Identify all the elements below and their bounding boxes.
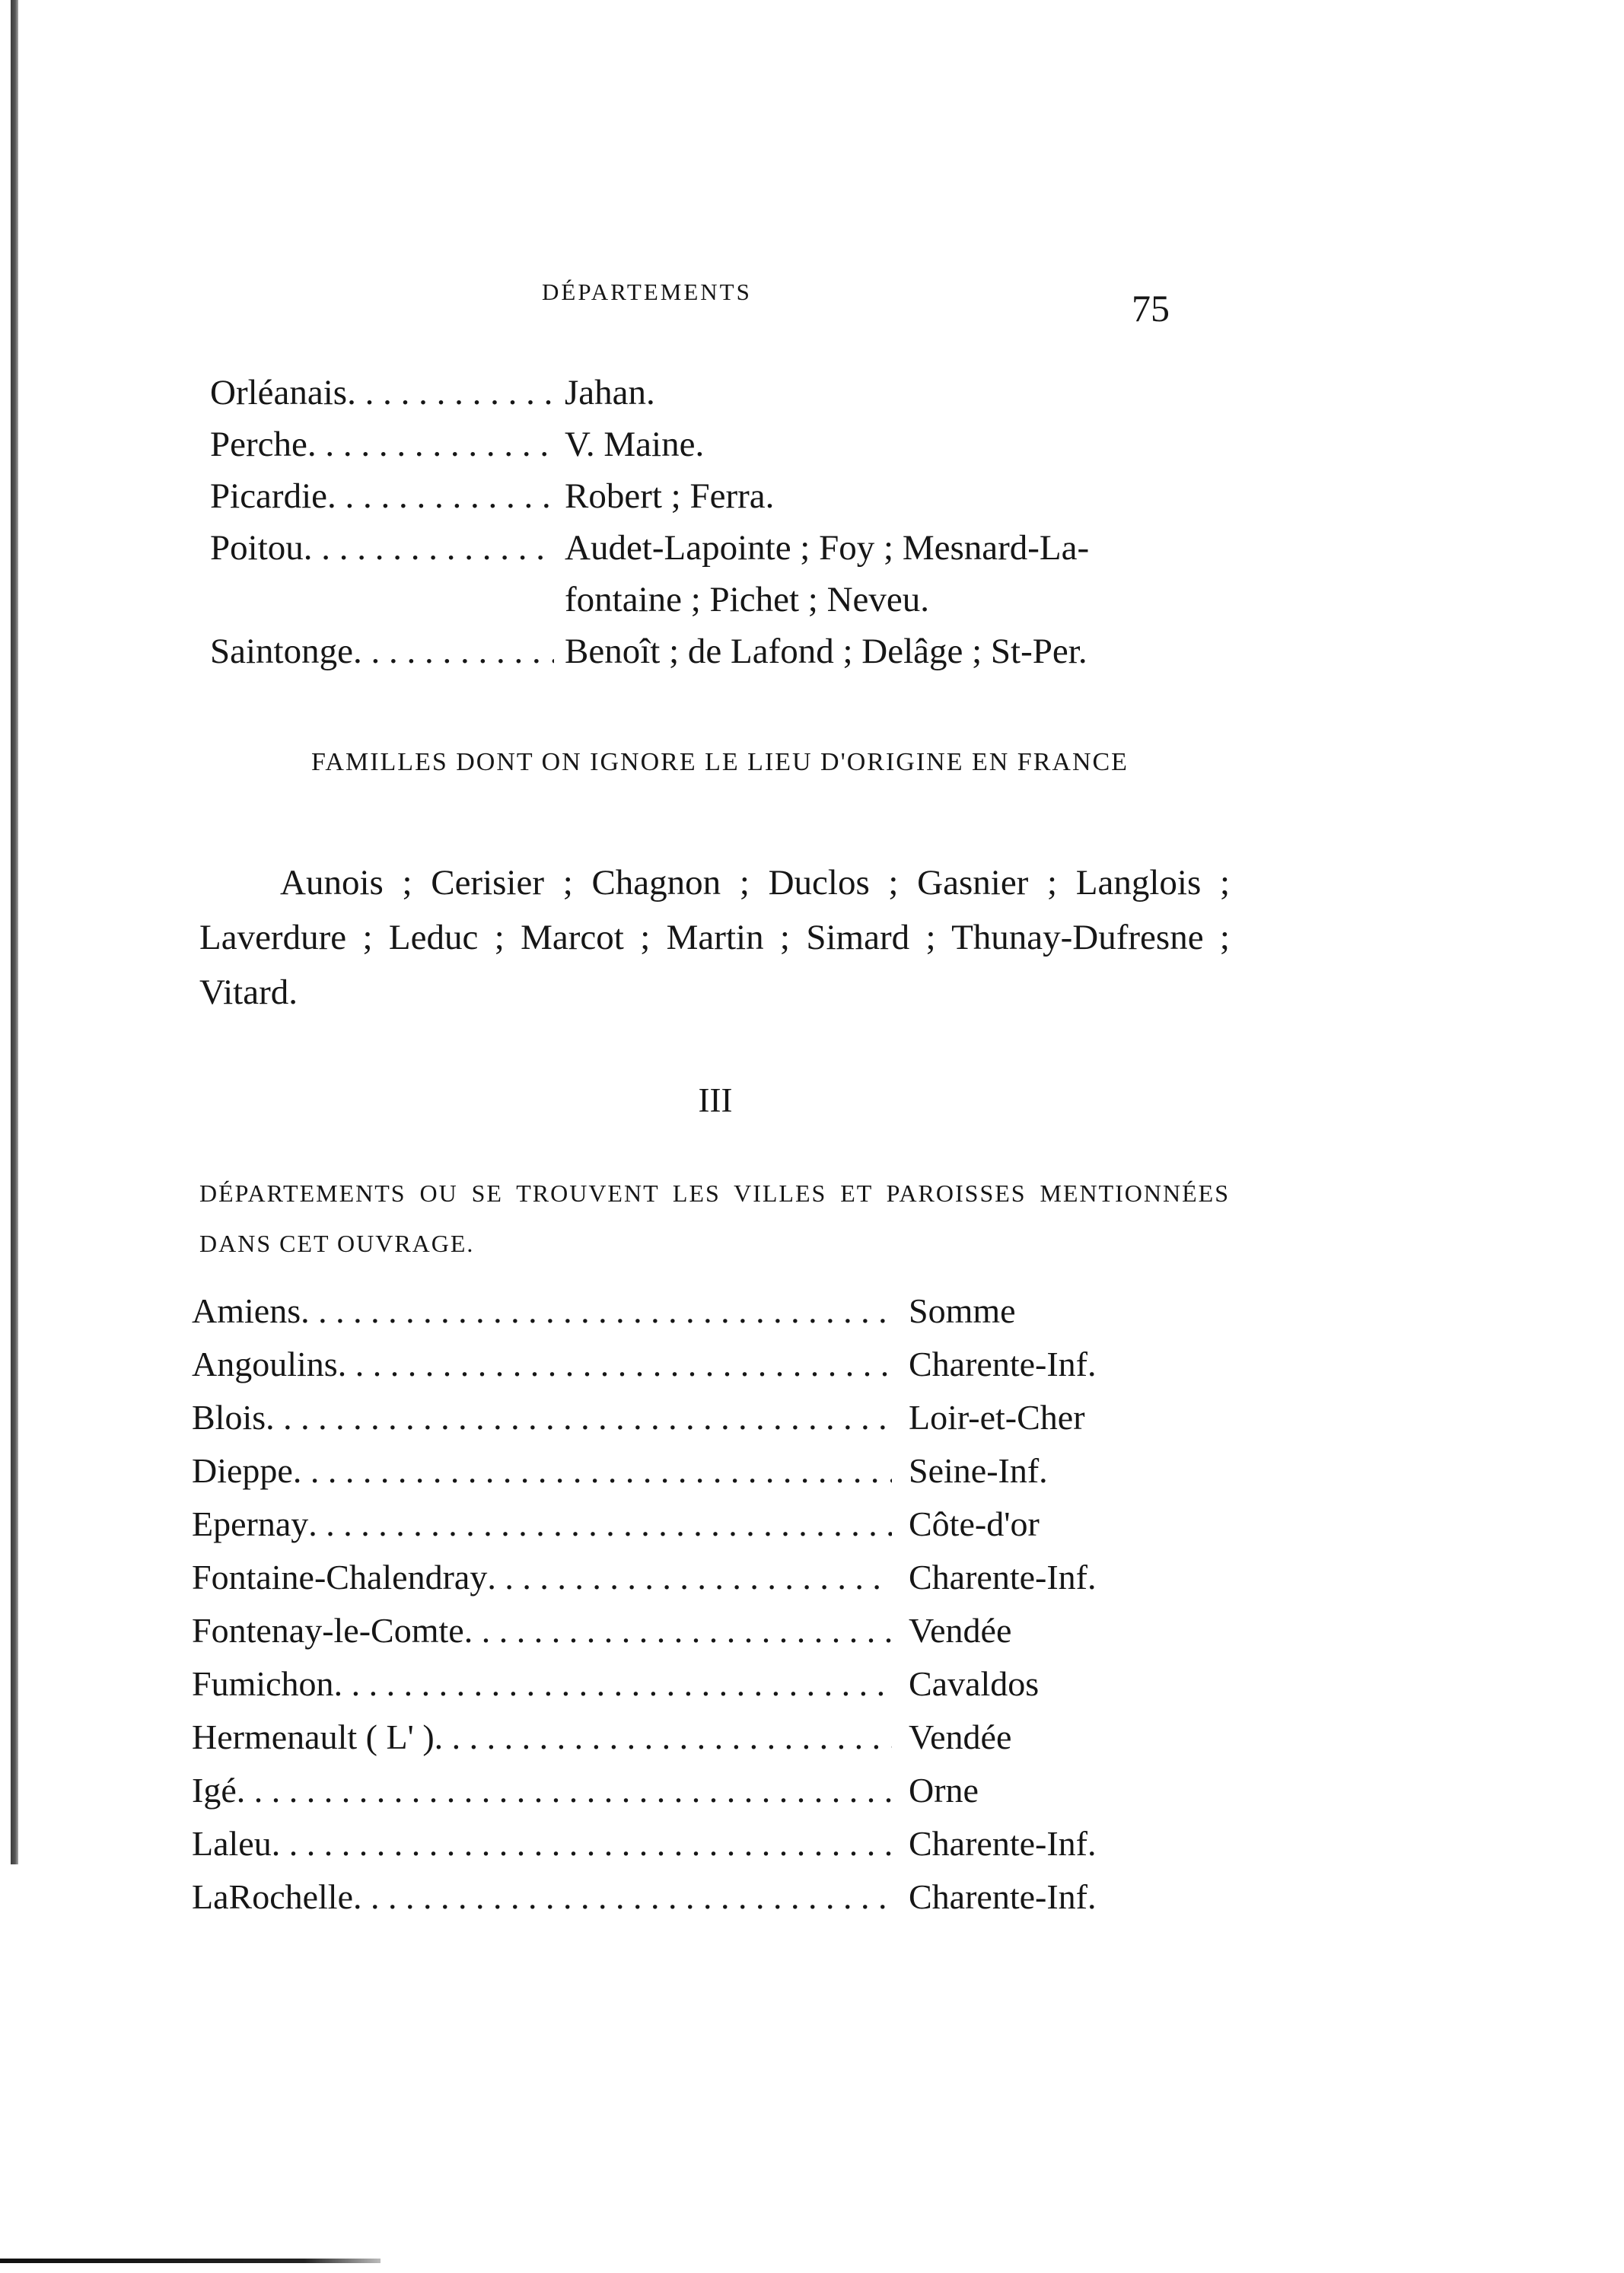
- leader-dots: [293, 1444, 892, 1498]
- department-name: Charente-Inf.: [909, 1345, 1097, 1383]
- origin-row-continuation: [210, 574, 1230, 626]
- province-origins-list: [210, 367, 1230, 677]
- origin-row: [210, 419, 1230, 470]
- origin-row: [210, 626, 1230, 677]
- department-row: [192, 1817, 1227, 1870]
- leader-dots: [272, 1817, 892, 1870]
- leader-dots: [327, 470, 554, 522]
- place-name: Laleu: [192, 1824, 272, 1863]
- page-number: 75: [1132, 287, 1170, 329]
- departments-list: [192, 1285, 1227, 1924]
- leader-dots: [487, 1551, 892, 1604]
- leader-dots: [266, 1391, 892, 1444]
- department-name: Charente-Inf.: [909, 1877, 1097, 1916]
- place-name: Fontaine-Chalendray: [192, 1558, 488, 1597]
- province-name: Poitou: [210, 528, 304, 568]
- leader-dots: [301, 1285, 892, 1338]
- leader-dots: [353, 1870, 892, 1924]
- department-row: [192, 1391, 1227, 1444]
- place-name: Epernay: [192, 1504, 309, 1543]
- leader-dots: [353, 626, 554, 677]
- leader-dots: [464, 1604, 892, 1657]
- department-name: Seine-Inf.: [909, 1451, 1048, 1490]
- family-names: Jahan.: [565, 373, 655, 412]
- page-bottom-edge: [0, 2259, 381, 2263]
- department-name: Vendée: [909, 1717, 1012, 1756]
- province-name: Perche: [210, 425, 307, 464]
- family-names: V. Maine.: [565, 425, 705, 464]
- department-name: Vendée: [909, 1611, 1012, 1650]
- place-name: Angoulins: [192, 1345, 338, 1383]
- leader-dots: [435, 1711, 892, 1764]
- running-header: DÉPARTEMENTS: [542, 279, 752, 305]
- department-name: Charente-Inf.: [909, 1824, 1097, 1863]
- page-edge-shadow: [11, 0, 18, 1864]
- family-names: Robert ; Ferra.: [565, 476, 775, 516]
- leader-dots: [304, 522, 554, 574]
- place-name: Fontenay-le-Comte: [192, 1611, 464, 1650]
- origin-row: [210, 470, 1230, 522]
- department-row: [192, 1657, 1227, 1711]
- department-row: [192, 1764, 1227, 1817]
- department-row: [192, 1551, 1227, 1604]
- department-name: Somme: [909, 1291, 1016, 1330]
- province-name: Saintonge: [210, 632, 353, 671]
- place-name: LaRochelle: [192, 1877, 354, 1916]
- department-row: [192, 1444, 1227, 1498]
- section-numeral: III: [698, 1081, 733, 1119]
- department-row: [192, 1604, 1227, 1657]
- place-name: Dieppe: [192, 1451, 293, 1490]
- department-row: [192, 1498, 1227, 1551]
- department-name: Cavaldos: [909, 1664, 1040, 1703]
- department-name: Charente-Inf.: [909, 1558, 1097, 1597]
- department-row: [192, 1870, 1227, 1924]
- place-name: Amiens: [192, 1291, 301, 1330]
- department-row: [192, 1285, 1227, 1338]
- leader-dots: [237, 1764, 892, 1817]
- province-name: Orléanais: [210, 373, 348, 412]
- department-name: Orne: [909, 1771, 979, 1810]
- unknown-origin-heading: FAMILLES DONT ON IGNORE LE LIEU D'ORIGINE EN FRANCE: [311, 748, 1129, 776]
- department-row: [192, 1711, 1227, 1764]
- leader-dots: [334, 1657, 892, 1711]
- unknown-origin-families: Aunois ; Cerisier ; Chagnon ; Duclos ; Gasnier ; Langlois ; Laverdure ; Leduc ; Marcot ; Martin ; Simard ; Thunay-Dufresne ; Vitard.: [199, 863, 1230, 1012]
- family-names: fontaine ; Pichet ; Neveu.: [565, 580, 929, 619]
- leader-dots: [308, 1498, 892, 1551]
- origin-row: [210, 522, 1230, 574]
- province-name: Picardie: [210, 476, 327, 516]
- origin-row: [210, 367, 1230, 419]
- section-heading: DÉPARTEMENTS OU SE TROUVENT LES VILLES ET PAROISSES MENTIONNÉES DANS CET OUVRAGE.: [199, 1179, 1230, 1257]
- leader-dots: [307, 419, 554, 470]
- department-name: Loir-et-Cher: [909, 1398, 1085, 1437]
- place-name: Hermenault ( L' ): [192, 1717, 435, 1756]
- family-names: Audet-Lapointe ; Foy ; Mesnard-La-: [565, 528, 1090, 568]
- place-name: Igé: [192, 1771, 237, 1810]
- family-names: Benoît ; de Lafond ; Delâge ; St-Per.: [565, 632, 1087, 671]
- department-name: Côte-d'or: [909, 1504, 1040, 1543]
- leader-dots: [347, 367, 554, 419]
- place-name: Blois: [192, 1398, 266, 1437]
- leader-dots: [338, 1338, 892, 1391]
- place-name: Fumichon: [192, 1664, 334, 1703]
- department-row: [192, 1338, 1227, 1391]
